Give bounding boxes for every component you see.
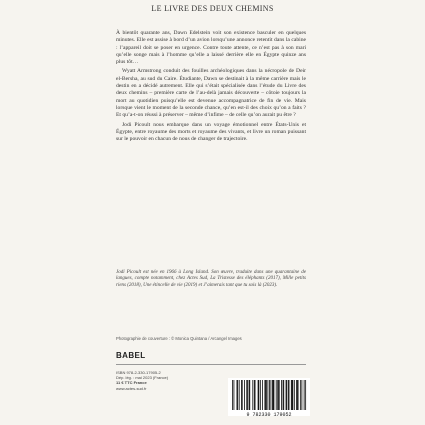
book-metadata xyxy=(116,370,196,391)
barcode-bar xyxy=(249,380,250,410)
barcode-bar xyxy=(272,380,273,410)
barcode-bar xyxy=(294,380,295,410)
barcode-bar xyxy=(237,380,238,410)
barcode-bar xyxy=(292,380,293,410)
barcode-bar xyxy=(276,380,277,410)
barcode-bar xyxy=(234,380,235,410)
barcode-bar xyxy=(246,380,247,410)
photo-credit: Photographie de couverture : © Monica Quintana / Arcangel Images xyxy=(116,336,242,341)
website-line: www.actes-sud.fr xyxy=(116,385,147,391)
barcode-bar xyxy=(260,380,261,410)
divider xyxy=(116,364,306,365)
barcode-bar xyxy=(286,380,287,410)
barcode-bar xyxy=(278,380,279,410)
barcode-bar xyxy=(262,380,263,410)
barcode-bar xyxy=(289,380,290,410)
barcode-bar xyxy=(237,380,238,410)
barcode-digits: 9 782330 179052 xyxy=(246,412,292,418)
barcode-bars xyxy=(228,378,310,412)
barcode-bar xyxy=(286,380,287,410)
author-bio: Jodi Picoult est née en 1966 à Long Island. Son œuvre, traduite dans une quarantaine de langues, compte notamment, chez Actes Sud, La Tristesse des éléphants (2017), Mille petits riens (2018), Une étincelle de vie (2019) et J’aimerais tant que tu sois là (2023). xyxy=(116,270,306,288)
blurb-paragraph-2: Wyatt Armstrong conduit des fouilles archéologiques dans la nécropole de Deir el-Bersha, au sud du Caire. Étudiante, Dawn se destinait à la même carrière mais le destin en a décidé autrement. Elle qui s’était spécialisée dans l’étude du Livre des deux chemins – première carte de l’au-delà jamais découverte – côtoie toujours la mort au quotidien puisqu’elle est devenue accompagnatrice de fin de vie. Mais lorsque vient le moment de la seconde chance, qu’en est-il des choix qu’on a faits ? Et qu’a-t-on réussi à préserver – même d’infime – de celle qu’on aurait pu être ? xyxy=(116,68,306,119)
barcode-bar xyxy=(242,380,243,410)
barcode-bar xyxy=(271,380,272,410)
barcode-bar xyxy=(264,380,265,410)
barcode-bar xyxy=(300,380,301,410)
barcode-bar xyxy=(298,380,299,410)
barcode-bar xyxy=(247,380,248,410)
barcode-bar xyxy=(301,380,302,410)
price-line: 11 € TTC France xyxy=(116,380,147,386)
barcode-bar xyxy=(296,380,297,410)
barcode-bar xyxy=(283,380,284,410)
legal-deposit-line: Dép. lég. : mai 2023 (France) xyxy=(116,375,169,381)
barcode-bar xyxy=(249,380,250,410)
barcode-bar xyxy=(258,380,259,410)
barcode-bar xyxy=(304,380,305,410)
barcode-bar xyxy=(273,380,274,410)
barcode-bar xyxy=(292,380,293,410)
blurb-text xyxy=(116,30,306,145)
publisher-logo: BABEL xyxy=(116,351,146,360)
barcode-bar xyxy=(244,380,245,410)
barcode-bar xyxy=(265,380,266,410)
barcode-bar xyxy=(281,380,282,410)
barcode-bar xyxy=(266,380,267,410)
barcode-bar xyxy=(252,380,253,410)
barcode-bar xyxy=(288,380,289,410)
barcode-bar xyxy=(305,380,306,410)
barcode-bar xyxy=(279,380,280,410)
book-title-header: LE LIVRE DES DEUX CHEMINS xyxy=(151,4,274,13)
barcode-bar xyxy=(283,380,284,410)
blurb-paragraph-3: Jodi Picoult nous embarque dans un voyage émotionnel entre États-Unis et Égypte, entre royaume des morts et royaume des vivants, et livre un roman puissant sur le pouvoir en chacun de nous de changer de trajectoire. xyxy=(116,121,306,143)
barcode-bar xyxy=(274,380,275,410)
barcode-bar xyxy=(232,380,233,410)
barcode-bar xyxy=(267,380,268,410)
barcode-bar xyxy=(269,380,270,410)
barcode-bar xyxy=(291,380,292,410)
barcode-bar xyxy=(297,380,298,410)
barcode xyxy=(228,378,310,416)
barcode-bar xyxy=(258,380,259,410)
isbn-line: ISBN 978-2-330-17905-2 xyxy=(116,370,161,375)
barcode-bar xyxy=(255,380,256,410)
barcode-bar xyxy=(277,380,278,410)
barcode-bar xyxy=(239,380,240,410)
barcode-bar xyxy=(254,380,255,410)
blurb-paragraph-1: À bientôt quarante ans, Dawn Edelstein voit son existence basculer en quelques minutes. Elle est assise à bord d’un avion lorsqu’une annonce retentit dans la cabine : l’appareil doit se poser en urgence. Contre toute attente, ce n’est pas à son mari qu’elle songe mais à l’homme qu’elle a laissé derrière elle en Égypte quinze ans plus tôt… xyxy=(116,30,306,66)
barcode-bar xyxy=(241,380,242,410)
